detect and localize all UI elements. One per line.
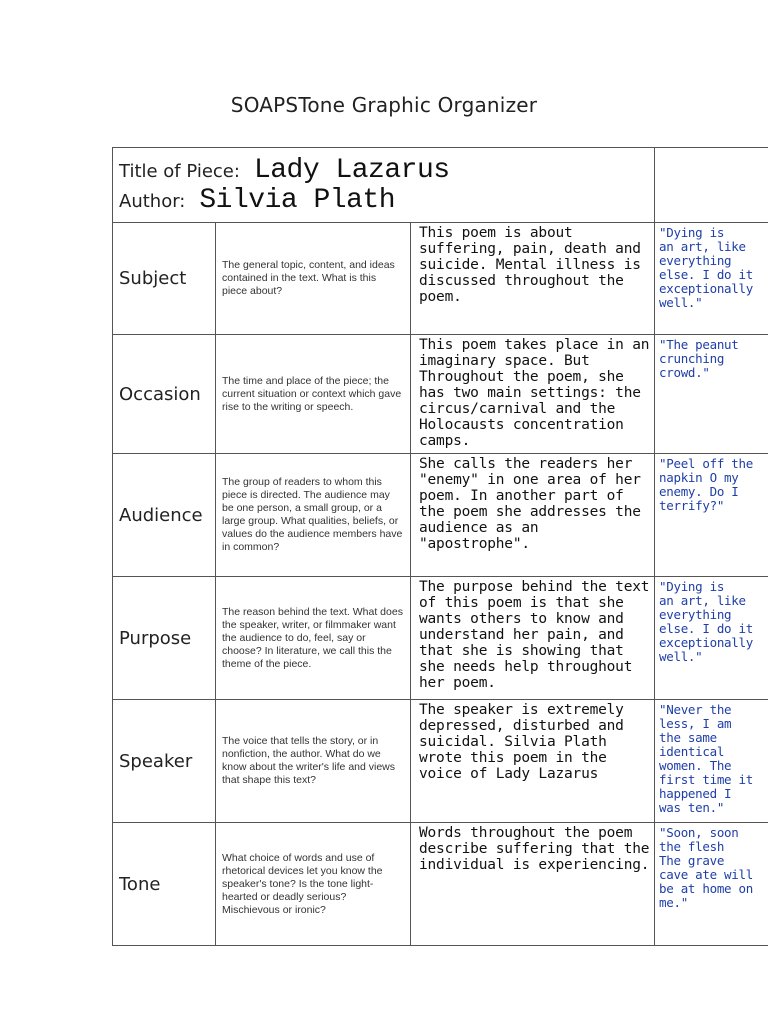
title-value: Lady Lazarus [253, 155, 450, 186]
row-response: She calls the readers her "enemy" in one area of her poem. In another part of the poem she addresses the audience as an "apostrophe". [411, 454, 655, 577]
title-author-cell [113, 148, 655, 223]
row-description: The voice that tells the story, or in nonfiction, the author. What do we know about the writer's life and views that shape this text? [216, 700, 411, 823]
row-response: The speaker is extremely depressed, disturbed and suicidal. Silvia Plath wrote this poem in the voice of Lady Lazarus [411, 700, 655, 823]
row-label: Tone [113, 823, 216, 946]
author-label: Author: [119, 191, 186, 212]
quote-text: "Dying is an art, like everything else. I do it exceptionally well." [659, 579, 753, 664]
quote-text: "Dying is an art, like everything else. I do it exceptionally well." [659, 225, 753, 310]
row-description: The time and place of the piece; the current situation or context which gave rise to the writing or speech. [216, 335, 411, 454]
quote-text: "Never the less, I am the same identical women. The first time it happened I was ten." [659, 702, 753, 815]
row-tone [113, 823, 768, 946]
row-description: The group of readers to whom this piece is directed. The audience may be one person, a small group, or a large group. What qualities, beliefs, or values do the audience members have in common? [216, 454, 411, 577]
row-quote [655, 700, 768, 823]
header-empty-cell [655, 148, 768, 223]
row-quote [655, 454, 768, 577]
row-quote [655, 577, 768, 700]
row-response: The purpose behind the text of this poem is that she wants others to know and understand her pain, and that she is showing that she needs help throughout her poem. [411, 577, 655, 700]
row-label: Audience [113, 454, 216, 577]
row-quote [655, 335, 768, 454]
soapstone-table [112, 147, 768, 946]
quote-text: "Soon, soon the flesh The grave cave ate will be at home on me." [659, 825, 753, 910]
row-audience [113, 454, 768, 577]
header-row [113, 148, 768, 223]
row-occasion [113, 335, 768, 454]
row-label: Occasion [113, 335, 216, 454]
row-description: What choice of words and use of rhetorical devices let you know the speaker's tone? Is the tone light-hearted or deadly serious? Mischievous or ironic? [216, 823, 411, 946]
title-label: Title of Piece: [119, 161, 240, 182]
row-quote [655, 223, 768, 335]
row-speaker [113, 700, 768, 823]
row-response: Words throughout the poem describe suffering that the individual is experiencing. [411, 823, 655, 946]
row-description: The general topic, content, and ideas contained in the text. What is this piece about? [216, 223, 411, 335]
row-response: This poem is about suffering, pain, death and suicide. Mental illness is discussed throughout the poem. [411, 223, 655, 335]
row-purpose [113, 577, 768, 700]
row-description: The reason behind the text. What does the speaker, writer, or filmmaker want the audience to do, feel, say or choose? In literature, we call this the theme of the piece. [216, 577, 411, 700]
row-label: Subject [113, 223, 216, 335]
row-quote [655, 823, 768, 946]
row-response: This poem takes place in an imaginary space. But Throughout the poem, she has two main settings: the circus/carnival and the Holocausts concentration camps. [411, 335, 655, 454]
row-subject [113, 223, 768, 335]
quote-text: "Peel off the napkin O my enemy. Do I terrify?" [659, 456, 753, 513]
row-label: Purpose [113, 577, 216, 700]
page-title: SOAPSTone Graphic Organizer [230, 93, 538, 117]
author-value: Silvia Plath [199, 185, 395, 216]
row-label: Speaker [113, 700, 216, 823]
quote-text: "The peanut crunching crowd." [659, 337, 739, 380]
